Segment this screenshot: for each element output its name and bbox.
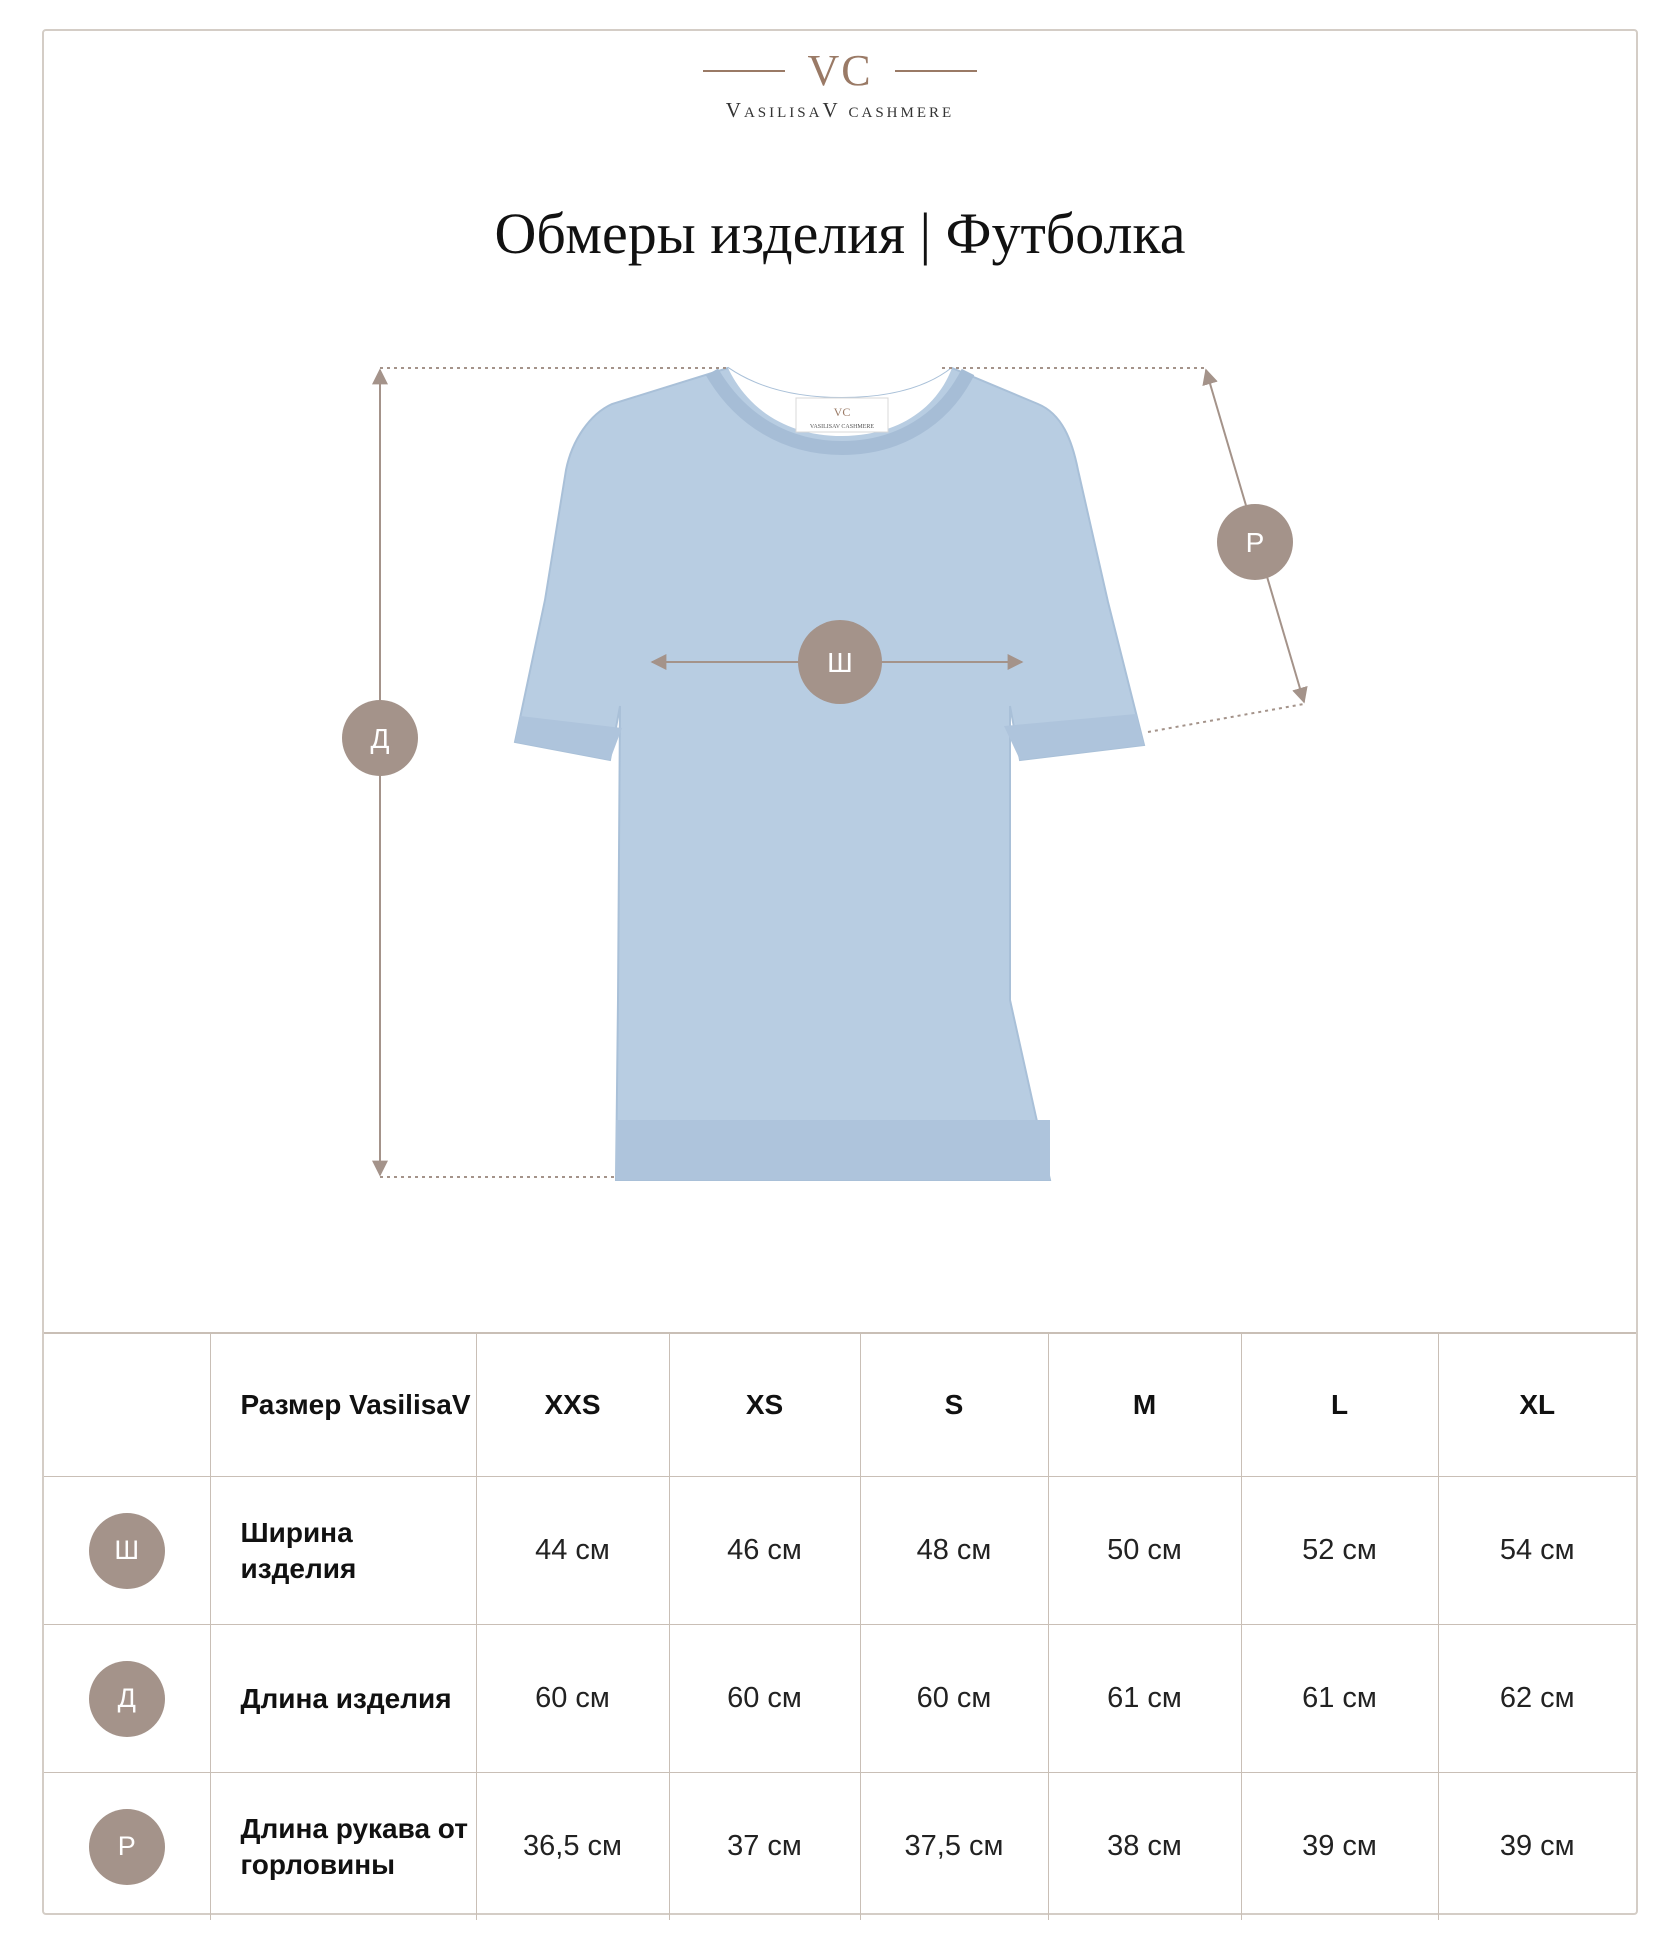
table-cell: 52 см	[1241, 1477, 1438, 1625]
header-size-label: Размер VasilisaV	[210, 1333, 476, 1477]
table-cell: 46 см	[669, 1477, 860, 1625]
tshirt-illustration	[515, 368, 1144, 1180]
table-cell: 61 см	[1048, 1625, 1241, 1773]
table-row-length	[44, 1625, 1636, 1773]
table-cell: 50 см	[1048, 1477, 1241, 1625]
header-empty-cell	[44, 1333, 210, 1477]
row-label: Ширина изделия	[210, 1477, 476, 1625]
row-badge-width: Ш	[89, 1513, 165, 1589]
sleeve-badge-label: Р	[1245, 527, 1265, 558]
size-header: XXS	[476, 1333, 669, 1477]
size-header: XL	[1438, 1333, 1636, 1477]
table-cell: 60 см	[476, 1625, 669, 1773]
table-cell: 39 см	[1438, 1773, 1636, 1921]
garment-label-brand: VASILISAV CASHMERE	[809, 424, 875, 430]
table-cell: 54 см	[1438, 1477, 1636, 1625]
size-chart-table	[44, 1332, 1636, 1920]
table-cell: 61 см	[1241, 1625, 1438, 1773]
table-row-sleeve	[44, 1773, 1636, 1921]
row-badge-sleeve: Р	[89, 1809, 165, 1885]
table-cell: 48 см	[860, 1477, 1048, 1625]
table-cell: 62 см	[1438, 1625, 1636, 1773]
table-cell: 44 см	[476, 1477, 669, 1625]
page-title: Обмеры изделия | Футболка	[494, 201, 1186, 266]
size-header: XS	[669, 1333, 860, 1477]
table-cell: 36,5 см	[476, 1773, 669, 1921]
size-header: L	[1241, 1333, 1438, 1477]
length-badge-label: Д	[370, 723, 390, 754]
width-badge-label: Ш	[827, 647, 853, 678]
row-badge-length: Д	[89, 1661, 165, 1737]
garment-label-monogram: VC	[833, 405, 851, 419]
table-header-row	[44, 1333, 1636, 1477]
logo-brand-name: VasilisaV cashmere	[725, 98, 955, 122]
table-cell: 37,5 см	[860, 1773, 1048, 1921]
table-cell: 60 см	[860, 1625, 1048, 1773]
table-cell: 39 см	[1241, 1773, 1438, 1921]
size-header: S	[860, 1333, 1048, 1477]
logo-monogram: VC	[807, 46, 873, 95]
row-label: Длина рукава от горловины	[210, 1773, 476, 1921]
table-cell: 38 см	[1048, 1773, 1241, 1921]
size-header: M	[1048, 1333, 1241, 1477]
table-row-width	[44, 1477, 1636, 1625]
row-label: Длина изделия	[210, 1625, 476, 1773]
table-cell: 37 см	[669, 1773, 860, 1921]
table-cell: 60 см	[669, 1625, 860, 1773]
